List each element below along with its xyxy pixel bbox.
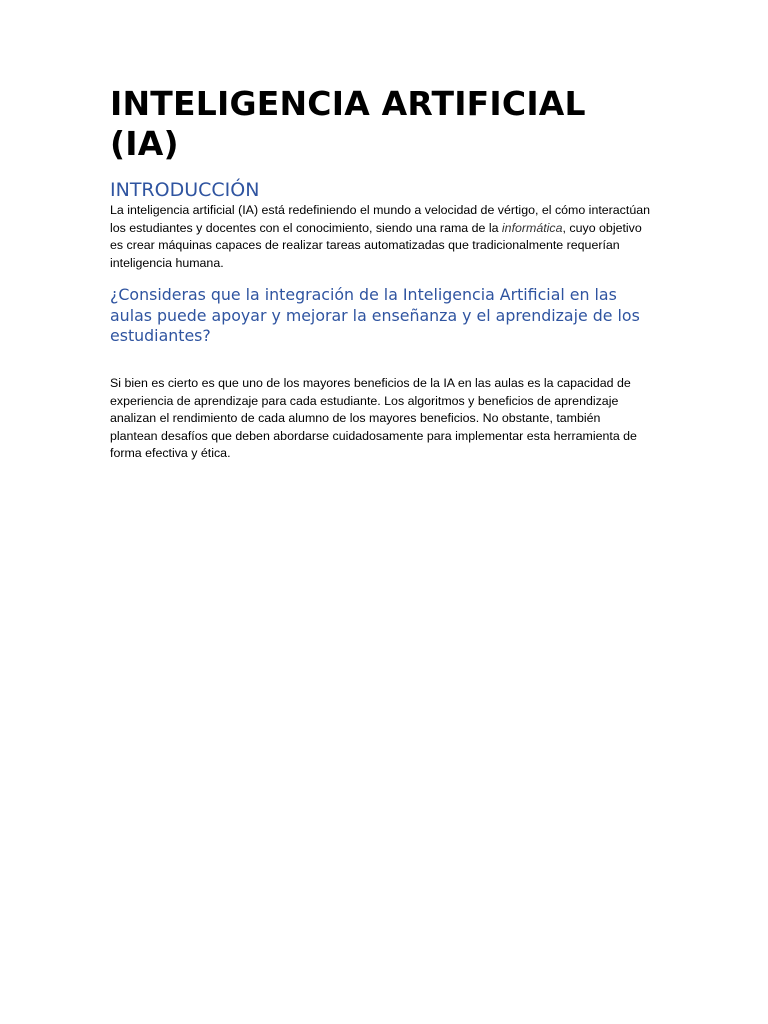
- question-heading: ¿Consideras que la integración de la Inteligencia Artificial en las aulas puede apoyar y mejorar la enseñanza y el aprendizaje de los estudiantes?: [110, 285, 640, 345]
- intro-text-after: , cuyo objetivo es crear máquinas capaces de realizar tareas automatizadas que tradicionalmente requerían inteligencia humana.: [110, 220, 642, 270]
- intro-text-italic: informática: [501, 220, 563, 235]
- document-title: [110, 84, 650, 164]
- intro-paragraph: [110, 202, 650, 272]
- intro-heading: INTRODUCCIÓN: [110, 179, 260, 201]
- document-page: [110, 84, 650, 463]
- document-title-line1: INTELIGENCIA ARTIFICIAL: [110, 84, 586, 123]
- answer-paragraph: Si bien es cierto es que uno de los mayores beneficios de la IA en las aulas es la capacidad de experiencia de aprendizaje para cada estudiante. Los algoritmos y beneficios de aprendizaje analizan el rendimiento de cada alumno de los mayores beneficios. No obstante, también plantean desafíos que deben abordarse cuidadosamente para implementar esta herramienta de forma efectiva y ética.: [110, 375, 637, 461]
- document-title-line2: (IA): [110, 124, 179, 163]
- intro-text-before: La inteligencia artificial (IA) está redefiniendo el mundo a velocidad de vértigo, el cómo interactúan los estudiantes y docentes con el conocimiento, siendo una rama de la: [110, 203, 650, 235]
